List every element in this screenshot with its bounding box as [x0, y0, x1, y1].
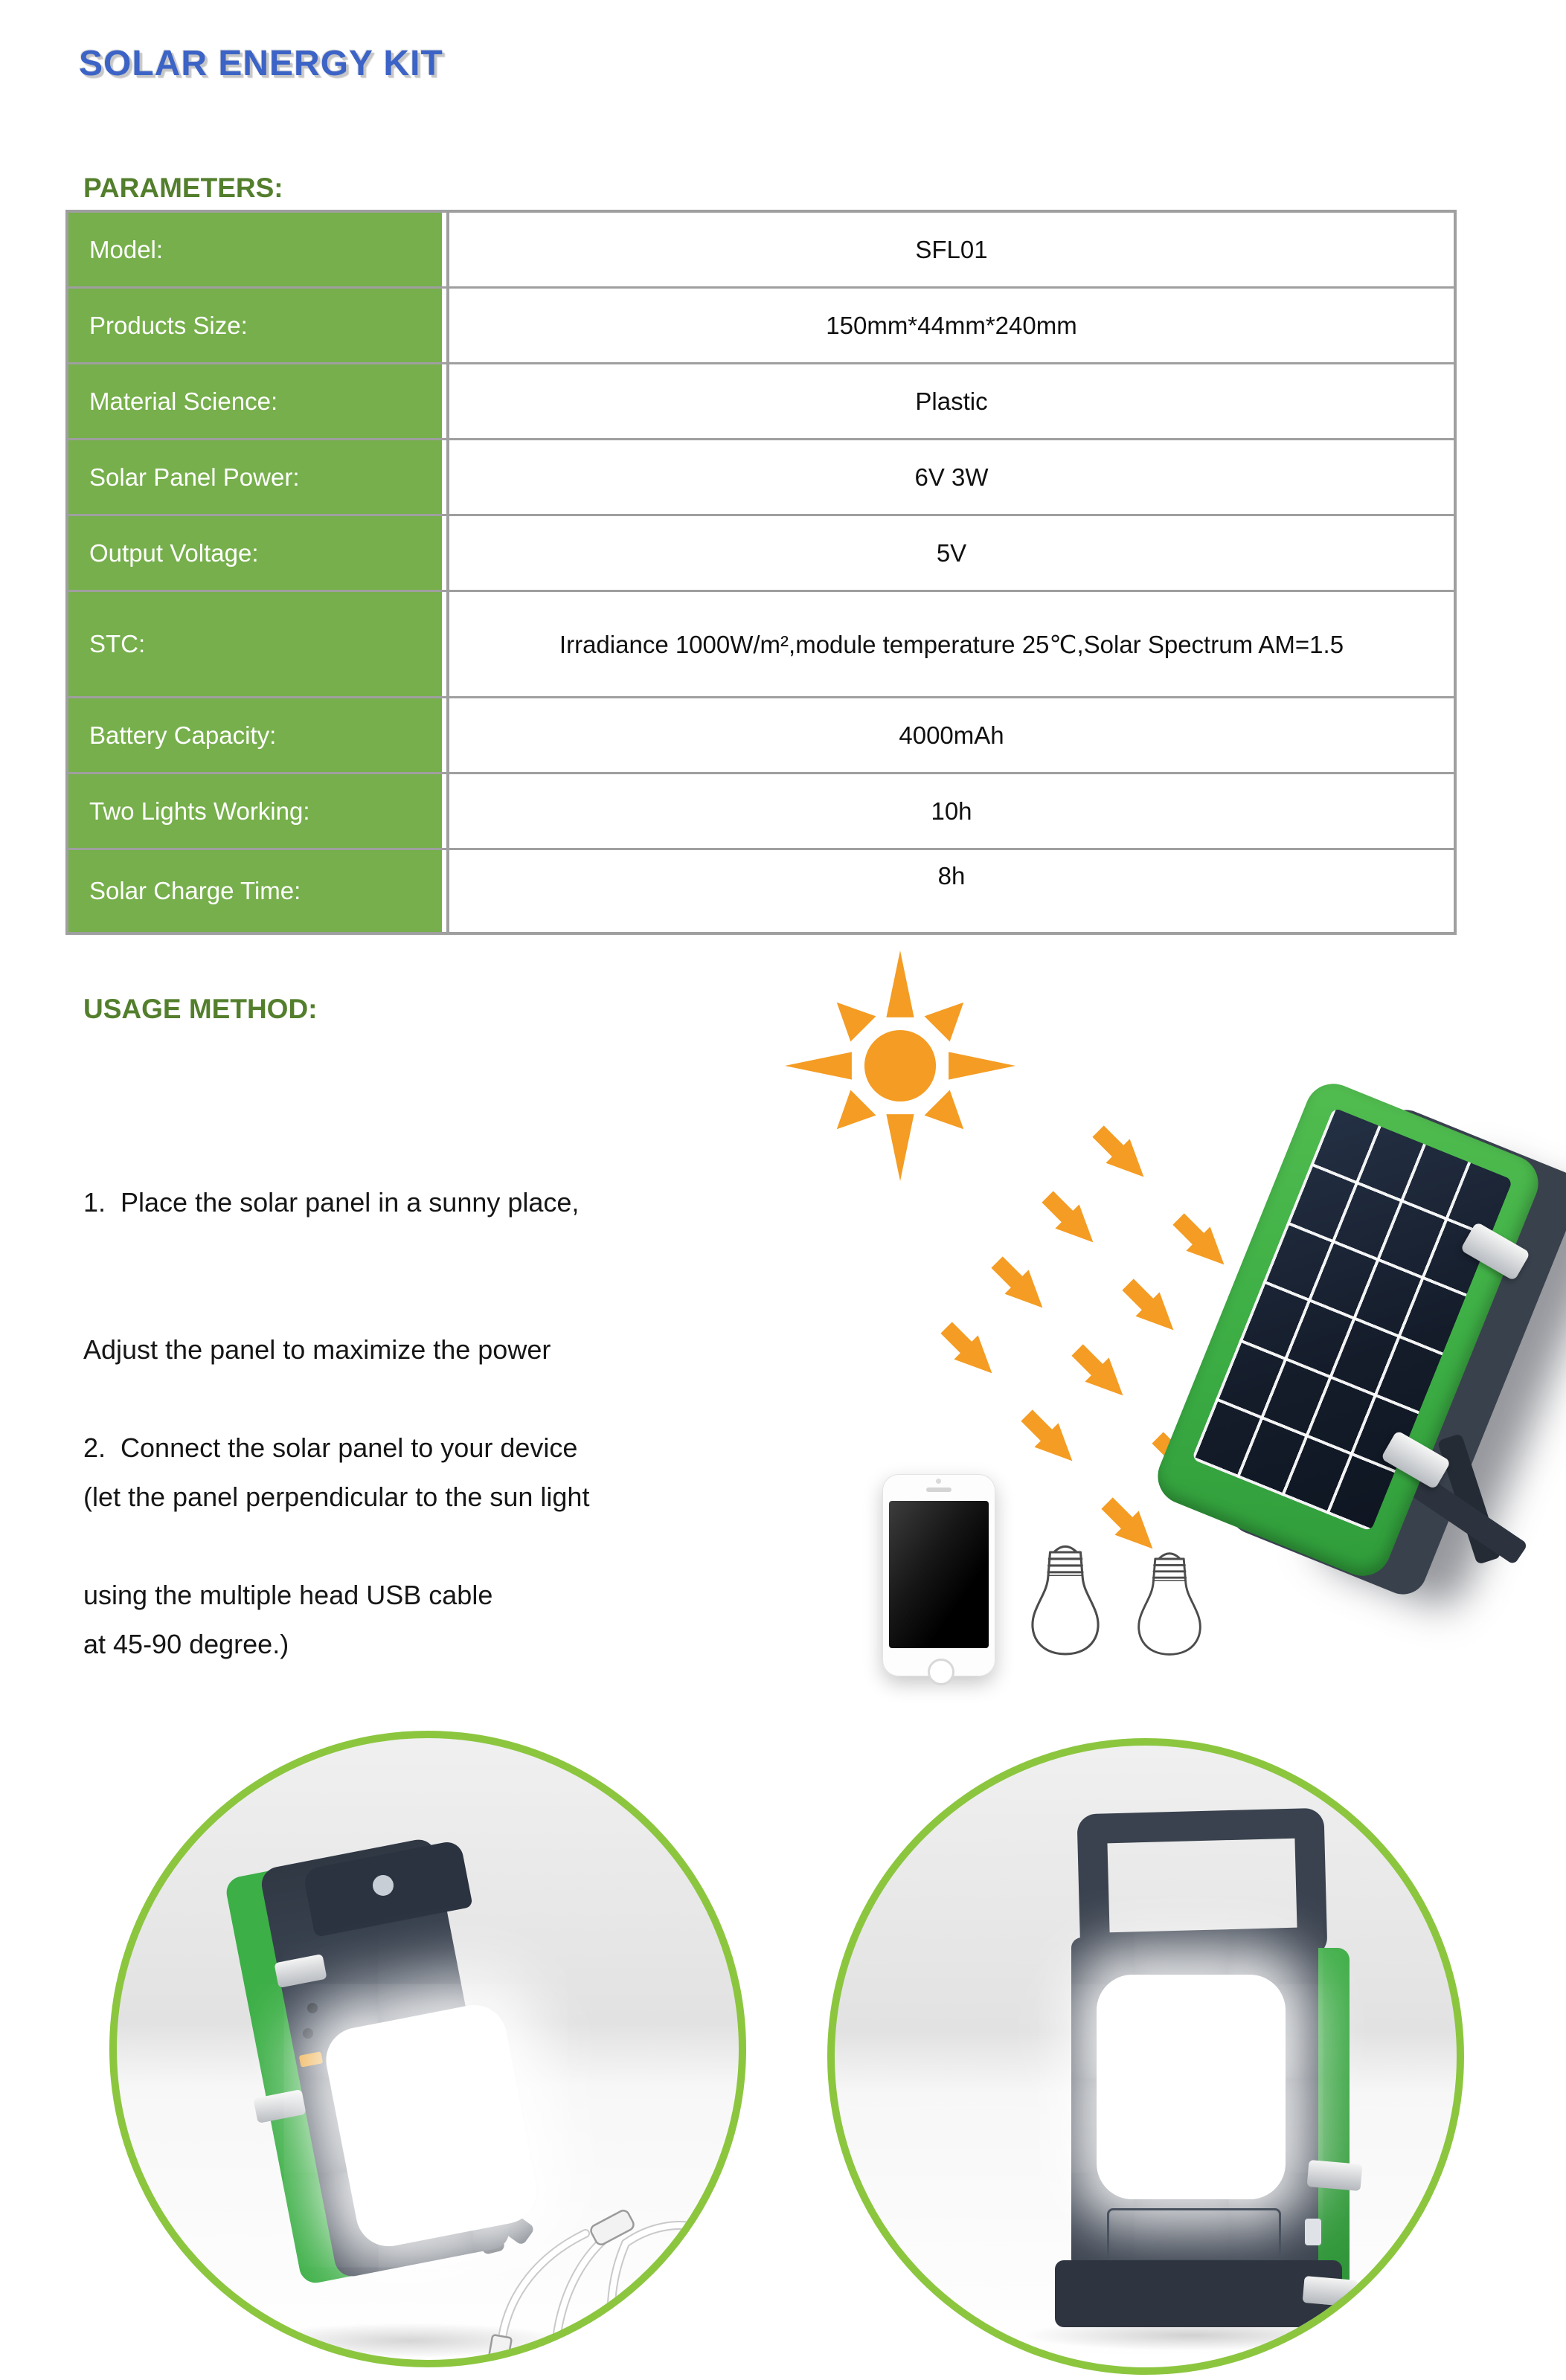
table-row [68, 213, 1454, 289]
row-label-products-size: Products Size: [68, 289, 442, 362]
lantern-base [1055, 2260, 1342, 2327]
row-value-charge-time: 8h [446, 850, 1454, 932]
table-row [68, 850, 1454, 932]
usage-step-1-line: 1. Place the solar panel in a sunny place, [83, 1187, 580, 1218]
row-label-output-voltage: Output Voltage: [68, 516, 442, 590]
sunlight-arrow-icon [1112, 1269, 1181, 1337]
solar-panel-photo [1211, 1084, 1566, 1650]
lantern-kickstand-photo [109, 1731, 746, 2367]
usage-step-1-line: (let the panel perpendicular to the sun light [83, 1482, 590, 1512]
bulb-icon [1018, 1531, 1113, 1669]
row-value-battery: 4000mAh [446, 698, 1454, 772]
bulb-icon [1125, 1538, 1214, 1669]
table-row [68, 592, 1454, 698]
usage-step-2 [83, 1325, 577, 1669]
usage-step-1-line: at 45-90 degree.) [83, 1629, 289, 1659]
row-label-model: Model: [68, 213, 442, 286]
row-value-stc: Irradiance 1000W/m²,module temperature 25℃,Solar Spectrum AM=1.5 [446, 592, 1454, 696]
lantern-upright-photo [827, 1738, 1464, 2375]
usage-step-1-line: Adjust the panel to maximize the power [83, 1334, 551, 1365]
lantern-port-dot [307, 2003, 318, 2013]
phone-camera-dot [936, 1479, 941, 1484]
phone-icon [882, 1474, 995, 1676]
sun-icon [785, 951, 1015, 1181]
table-row [68, 516, 1454, 592]
parameters-table [65, 210, 1457, 935]
sunlight-arrow-icon [1082, 1116, 1151, 1184]
row-label-charge-time: Solar Charge Time: [68, 850, 442, 932]
row-value-material: Plastic [446, 364, 1454, 438]
usage-step-2-line: 2. Connect the solar panel to your device [83, 1432, 578, 1463]
phone-speaker [926, 1488, 952, 1492]
lantern-light-panel [1097, 1975, 1286, 2199]
page-title: SOLAR ENERGY KIT [79, 44, 443, 83]
row-value-model: SFL01 [446, 213, 1454, 286]
lantern-port-dot [303, 2028, 313, 2039]
row-label-panel-power: Solar Panel Power: [68, 440, 442, 514]
table-row [68, 774, 1454, 850]
table-row [68, 289, 1454, 364]
row-value-panel-power: 6V 3W [446, 440, 1454, 514]
row-label-two-lights: Two Lights Working: [68, 774, 442, 848]
table-row [68, 698, 1454, 774]
phone-home-button [928, 1659, 954, 1685]
row-label-stc: STC: [68, 592, 442, 696]
row-value-products-size: 150mm*44mm*240mm [446, 289, 1454, 362]
sunlight-arrow-icon [981, 1247, 1050, 1315]
usage-step-2-line: using the multiple head USB cable [83, 1580, 493, 1610]
lantern-clip [1303, 2276, 1358, 2307]
row-label-material: Material Science: [68, 364, 442, 438]
lantern-usb-port [1305, 2219, 1321, 2245]
phone-screen [889, 1501, 989, 1648]
usage-method-heading: USAGE METHOD: [83, 994, 318, 1024]
table-row [68, 364, 1454, 440]
sunlight-arrow-icon [1062, 1334, 1130, 1403]
sunlight-arrow-icon [931, 1312, 999, 1380]
parameters-heading: PARAMETERS: [83, 173, 283, 203]
lantern-lens [373, 1875, 394, 1896]
lantern-clip [1307, 2160, 1363, 2191]
row-value-two-lights: 10h [446, 774, 1454, 848]
row-label-battery: Battery Capacity: [68, 698, 442, 772]
lantern-battery-door [1107, 2208, 1281, 2262]
sunlight-arrow-icon [1011, 1400, 1079, 1468]
row-value-output-voltage: 5V [446, 516, 1454, 590]
usb-cable [391, 2122, 745, 2364]
table-row [68, 440, 1454, 516]
sunlight-arrow-icon [1032, 1181, 1100, 1250]
